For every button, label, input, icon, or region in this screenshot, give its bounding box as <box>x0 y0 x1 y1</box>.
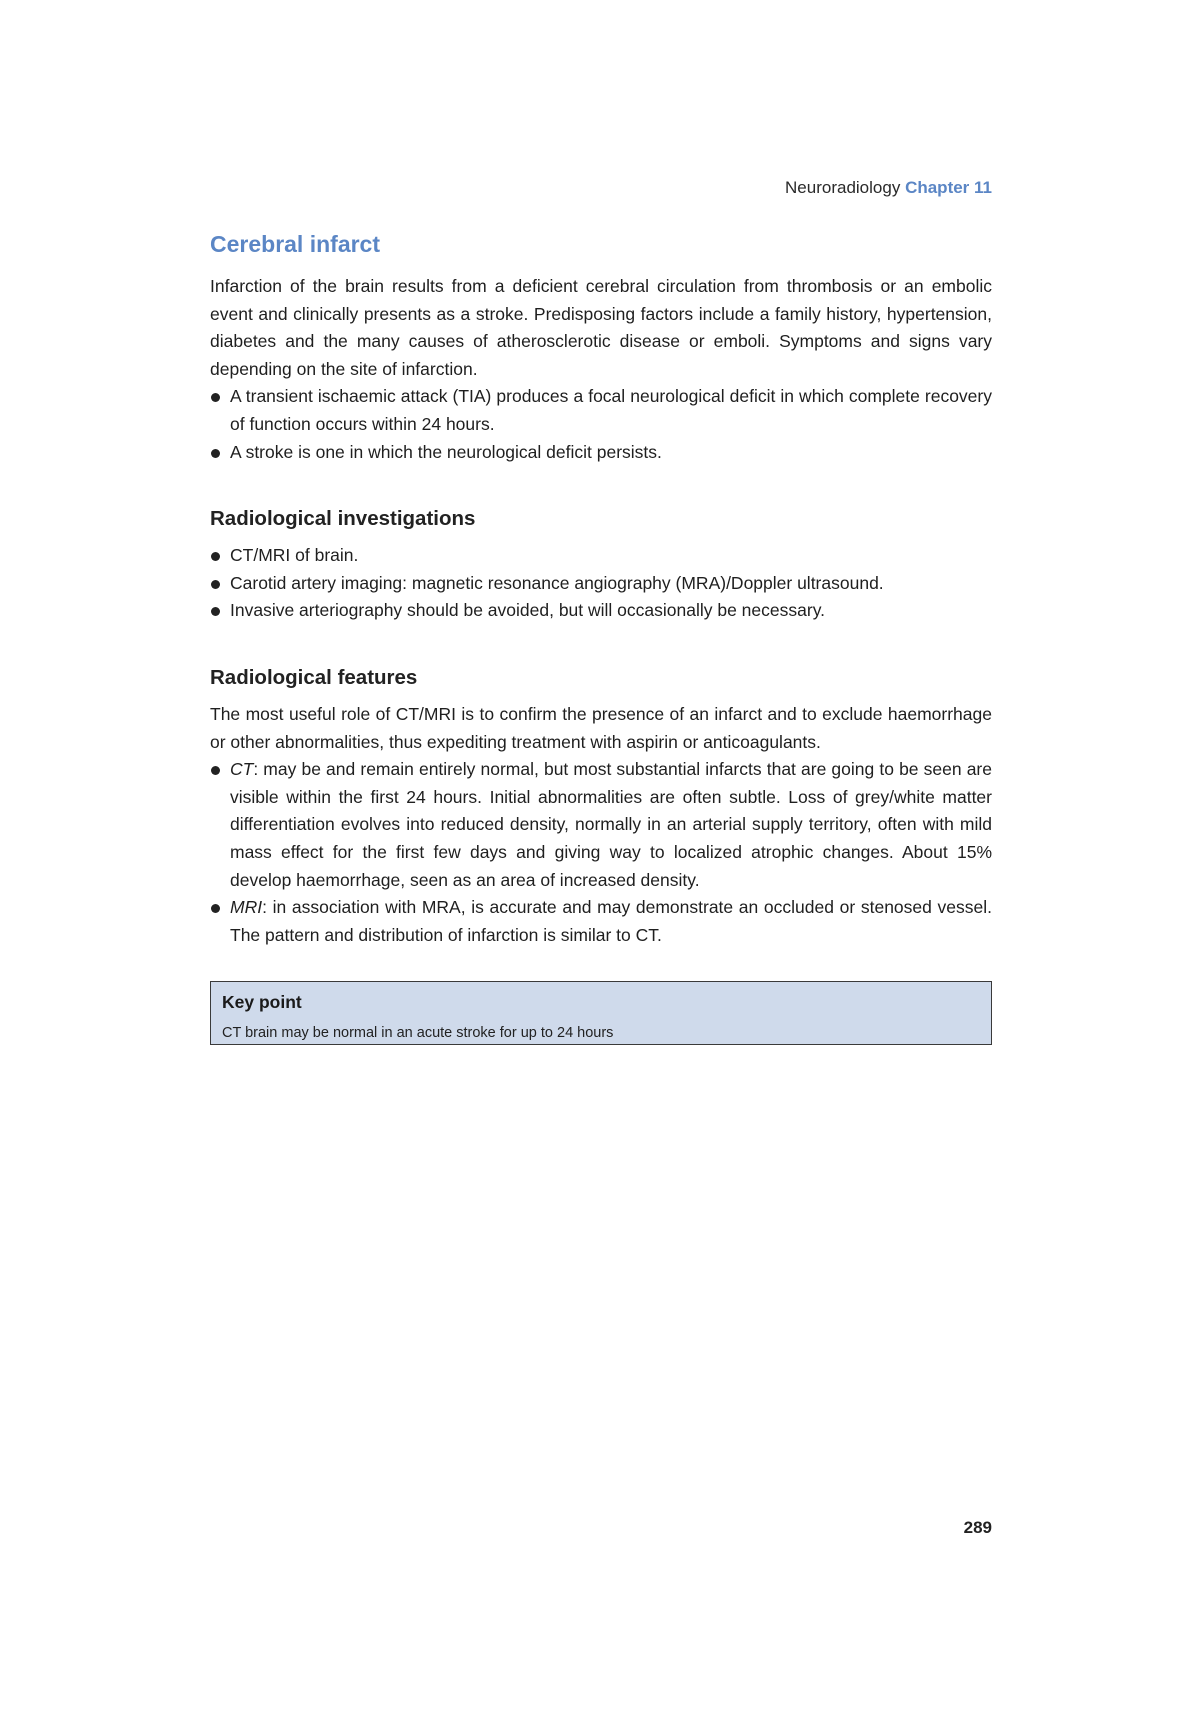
bullet-icon <box>211 393 220 402</box>
list-item-label: CT <box>230 759 254 780</box>
bullet-icon <box>211 607 220 616</box>
list-item-text: : may be and remain entirely normal, but most substantial infarcts that are going to be seen are visible within the first 24 hours. Initial abnormalities are often subtle. Loss of grey/white matter differentiation evolves into reduced density, normally in an arterial supply territory, often with mild mass effect for the first few days and giving way to localized atrophic changes. About 15% develop haemorrhage, seen as an area of increased density. <box>230 759 992 890</box>
running-head-section: Neuroradiology <box>785 178 901 197</box>
page-content <box>210 176 992 1045</box>
running-head <box>210 176 992 200</box>
list-item <box>210 894 992 949</box>
bullet-icon <box>211 766 220 775</box>
bullet-icon <box>211 580 220 589</box>
investigations-heading: Radiological investigations <box>210 507 476 531</box>
key-point-text: CT brain may be normal in an acute stroke for up to 24 hours <box>222 1025 614 1042</box>
running-head-chapter: Chapter 11 <box>905 178 992 197</box>
features-heading: Radiological features <box>210 665 418 689</box>
key-point-box <box>210 981 992 1045</box>
list-item-label: MRI <box>230 897 263 918</box>
bullet-icon <box>211 449 220 458</box>
list-item-text: CT/MRI of brain. <box>230 545 359 566</box>
list-item-text: Invasive arteriography should be avoided, but will occasionally be necessary. <box>230 600 826 621</box>
bullet-icon <box>211 552 220 561</box>
list-item <box>210 756 992 894</box>
intro-bullet-list <box>210 383 992 466</box>
investigations-bullet-list <box>210 542 992 625</box>
page-title: Cerebral infarct <box>210 231 381 257</box>
list-item <box>210 570 992 598</box>
features-paragraph: The most useful role of CT/MRI is to confirm the presence of an infarct and to exclude haemorrhage or other abnormalities, thus expediting treatment with aspirin or anticoagulants. <box>210 703 992 752</box>
list-item <box>210 383 992 438</box>
list-item-text: Carotid artery imaging: magnetic resonance angiography (MRA)/Doppler ultrasound. <box>230 572 884 593</box>
list-item <box>210 542 992 570</box>
list-item-text: A transient ischaemic attack (TIA) produces a focal neurological deficit in which complete recovery of function occurs within 24 hours. <box>230 386 992 434</box>
page-number: 289 <box>963 1518 992 1537</box>
list-item-text: A stroke is one in which the neurological deficit persists. <box>230 441 662 462</box>
features-bullet-list <box>210 756 992 949</box>
bullet-icon <box>211 904 220 913</box>
list-item-text: : in association with MRA, is accurate and may demonstrate an occluded or stenosed vessel. The pattern and distribution of infarction is similar to CT. <box>230 897 992 945</box>
intro-paragraph: Infarction of the brain results from a deficient cerebral circulation from thrombosis or an embolic event and clinically presents as a stroke. Predisposing factors include a family history, hypertension, diabetes and the many causes of atherosclerotic disease or emboli. Symptoms and signs vary depending on the site of infarction. <box>210 276 992 379</box>
list-item <box>210 439 992 467</box>
list-item <box>210 597 992 625</box>
key-point-title: Key point <box>222 992 302 1013</box>
